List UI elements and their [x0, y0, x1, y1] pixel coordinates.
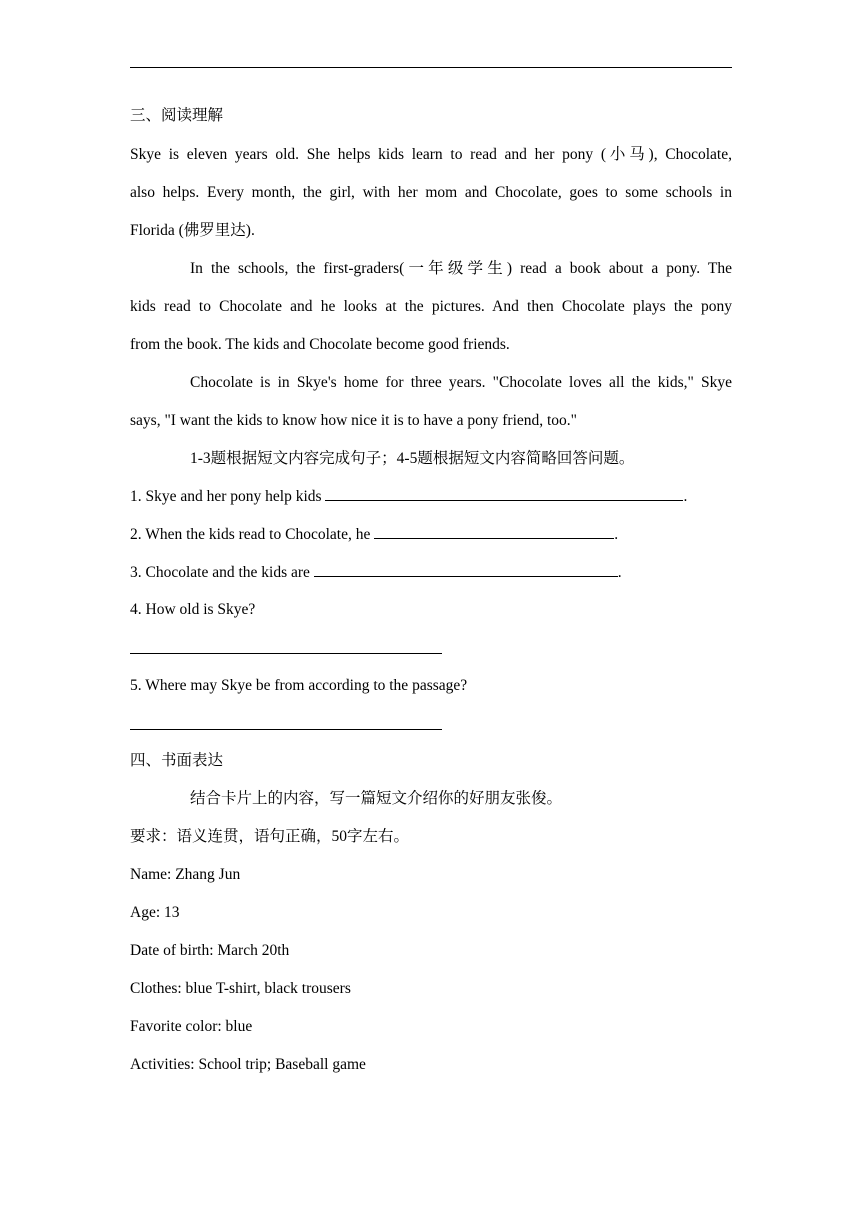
card-activities: Activities: School trip; Baseball game — [130, 1056, 366, 1073]
passage-line-5: kids read to Chocolate and he looks at the pictures. And then Chocolate plays the pony — [130, 298, 732, 315]
question-2-blank[interactable] — [374, 524, 614, 539]
section4-heading: 四、书面表达 — [130, 752, 224, 769]
writing-requirement: 要求：语义连贯，语句正确，50字左右。 — [130, 828, 410, 845]
passage-line-8: says, "I want the kids to know how nice it is to have a pony friend, too." — [130, 412, 578, 429]
question-4: 4. How old is Skye? — [130, 601, 256, 618]
question-2-end: . — [614, 526, 619, 543]
question-3 — [130, 562, 732, 583]
passage-line-4: In the schools, the first-graders(一年级学生) read a book about a pony. The — [190, 260, 732, 277]
instruction-text: 1-3题根据短文内容完成句子；4-5题根据短文内容简略回答问题。 — [190, 450, 635, 467]
question-4-answer-line[interactable] — [130, 653, 442, 654]
section3-heading: 三、阅读理解 — [130, 107, 224, 124]
passage-line-3: Florida (佛罗里达). — [130, 222, 255, 239]
header-rule — [130, 67, 732, 68]
question-1-end: . — [683, 488, 688, 505]
question-1-blank[interactable] — [325, 486, 683, 501]
question-5: 5. Where may Skye be from according to the passage? — [130, 677, 468, 694]
question-1 — [130, 486, 732, 507]
card-age: Age: 13 — [130, 904, 180, 921]
question-2 — [130, 524, 732, 545]
card-name: Name: Zhang Jun — [130, 866, 241, 883]
passage-line-6: from the book. The kids and Chocolate become good friends. — [130, 336, 510, 353]
card-birth-date: Date of birth: March 20th — [130, 942, 290, 959]
question-5-answer-line[interactable] — [130, 729, 442, 730]
card-favorite-color: Favorite color: blue — [130, 1018, 253, 1035]
question-3-end: . — [617, 564, 622, 581]
question-2-text: 2. When the kids read to Chocolate, he — [130, 526, 375, 543]
passage-line-2: also helps. Every month, the girl, with her mom and Chocolate, goes to some schools in — [130, 184, 732, 201]
writing-prompt: 结合卡片上的内容，写一篇短文介绍你的好朋友张俊。 — [190, 790, 563, 807]
passage-line-1: Skye is eleven years old. She helps kids learn to read and her pony (小马), Chocolate, — [130, 146, 732, 163]
passage-line-7: Chocolate is in Skye's home for three years. "Chocolate loves all the kids," Skye — [190, 374, 732, 391]
question-1-text: 1. Skye and her pony help kids — [130, 488, 326, 505]
question-3-text: 3. Chocolate and the kids are — [130, 564, 314, 581]
card-clothes: Clothes: blue T-shirt, black trousers — [130, 980, 351, 997]
question-3-blank[interactable] — [314, 562, 618, 577]
